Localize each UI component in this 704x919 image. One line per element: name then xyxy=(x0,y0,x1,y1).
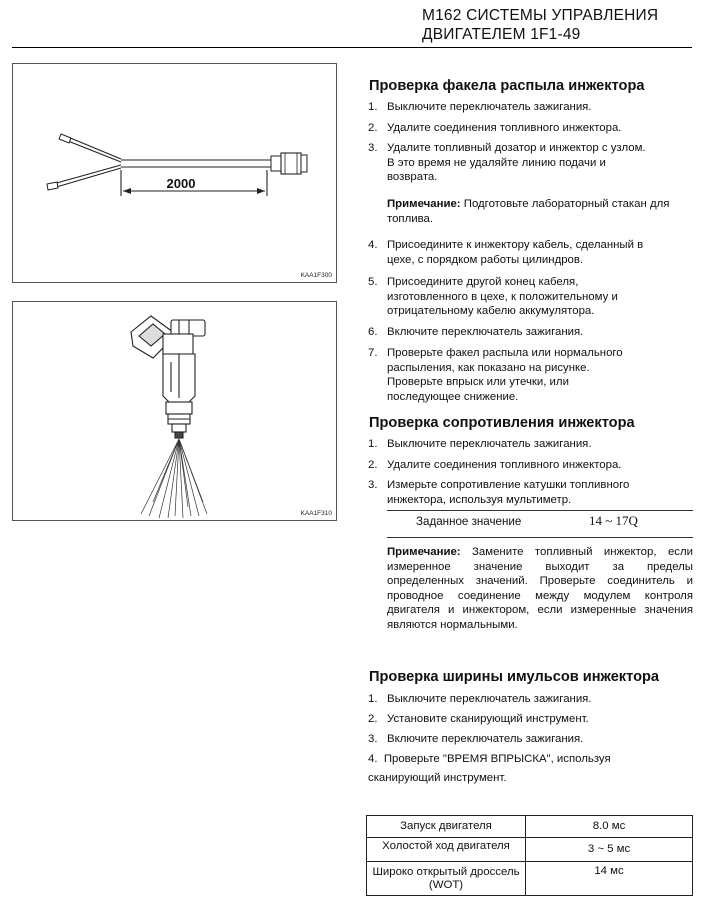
item-text: Удалите соединения топливного инжектора. xyxy=(387,122,622,134)
note-text: Замените топливный инжектор, если измеренное значение выходит за пределы определенных значений. Проверьте соединитель и проводное соединение между модулем контроля двигателя и инжектором, если измеренные значения являются нормальными. xyxy=(387,546,693,631)
figure-spray-pattern xyxy=(12,301,337,521)
item-number: 1. xyxy=(368,693,378,705)
table-row xyxy=(367,838,693,862)
item-text: Включите переключатель зажигания. xyxy=(387,326,584,338)
note-replace-injector xyxy=(387,545,693,633)
header-line-2: ДВИГАТЕЛЕМ 1F1-49 xyxy=(422,26,581,43)
table-row xyxy=(367,862,693,896)
cable-illustration xyxy=(13,64,336,282)
item-number: 2. xyxy=(368,122,378,134)
header-line-1: M162 СИСТЕМЫ УПРАВЛЕНИЯ xyxy=(422,7,659,24)
note-beaker xyxy=(387,197,693,226)
spec-rule-top xyxy=(387,510,693,511)
figure-test-cable xyxy=(12,63,337,283)
item-number: 3. xyxy=(368,733,378,745)
table-cell-condition: Широко открытый дроссель (WOT) xyxy=(367,862,526,896)
table-row xyxy=(367,816,693,838)
item-number: 3. xyxy=(368,479,378,491)
item-number: 2. xyxy=(368,713,378,725)
table-cell-condition-text: Холостой ход двигателя xyxy=(382,839,510,852)
item-text: Выключите переключатель зажигания. xyxy=(387,438,592,450)
figure-caption: KAA1F310 xyxy=(300,510,332,517)
item-text: Проверьте факел распыла или нормального распыления, как показано на рисунке. Проверьте впрыск или утечки, или последующее снижение. xyxy=(387,347,623,403)
figure-caption: KAA1F300 xyxy=(300,272,332,279)
item-text: Измерьте сопротивление катушки топливного инжектора, используя мультиметр. xyxy=(387,479,630,506)
dimension-label: 2000 xyxy=(166,176,196,191)
note-label: Примечание: xyxy=(387,546,461,558)
spec-value: 14 ~ 17Q xyxy=(589,513,638,528)
item-number: 1. xyxy=(368,101,378,113)
injection-time-table xyxy=(366,815,693,896)
table-cell-value: 3 ~ 5 мс xyxy=(526,838,693,862)
list-item-4: 4. Проверьте "ВРЕМЯ ВПРЫСКА", используя xyxy=(368,753,611,765)
header-divider xyxy=(12,47,692,48)
table-cell-condition: Запуск двигателя xyxy=(367,816,526,838)
item-number: 2. xyxy=(368,459,378,471)
item-number: 7. xyxy=(368,347,378,359)
spec-rule-bottom xyxy=(387,537,693,538)
list-item-4-continuation: сканирующий инструмент. xyxy=(368,772,507,784)
page-header xyxy=(422,6,658,44)
item-text: Присоедините к инжектору кабель, сделанный в цехе, с порядком работы цилиндров. xyxy=(387,239,644,266)
item-text: Выключите переключатель зажигания. xyxy=(387,693,592,705)
section-title-spray-check: Проверка факела распыла инжектора xyxy=(369,78,645,94)
item-number: 3. xyxy=(368,142,378,154)
item-number: 5. xyxy=(368,276,378,288)
item-text: Удалите топливный дозатор и инжектор с узлом. В это время не удаляйте линию подачи и возврата. xyxy=(387,142,646,184)
item-number: 1. xyxy=(368,438,378,450)
table-cell-value: 8.0 мс xyxy=(526,816,693,838)
item-text: Удалите соединения топливного инжектора. xyxy=(387,459,622,471)
item-text: Выключите переключатель зажигания. xyxy=(387,101,592,113)
item-text: Включите переключатель зажигания. xyxy=(387,733,584,745)
table-cell-condition xyxy=(367,838,526,862)
item-number: 4. xyxy=(368,239,378,251)
spec-label: Заданное значение xyxy=(416,515,522,528)
injector-spray-illustration xyxy=(13,302,336,520)
item-text: Присоедините другой конец кабеля, изготовленного в цехе, к положительному и отрицательному кабелю аккумулятора. xyxy=(387,276,618,318)
section-title-resistance-check: Проверка сопротивления инжектора xyxy=(369,415,635,431)
table-cell-value: 14 мс xyxy=(526,862,693,896)
section-title-pulse-width-check: Проверка ширины имульсов инжектора xyxy=(369,669,660,685)
item-text: Установите сканирующий инструмент. xyxy=(387,713,589,725)
item-number: 6. xyxy=(368,326,378,338)
note-label: Примечание: xyxy=(387,198,461,210)
note-text: Подготовьте лабораторный стакан для топлива. xyxy=(387,198,670,225)
